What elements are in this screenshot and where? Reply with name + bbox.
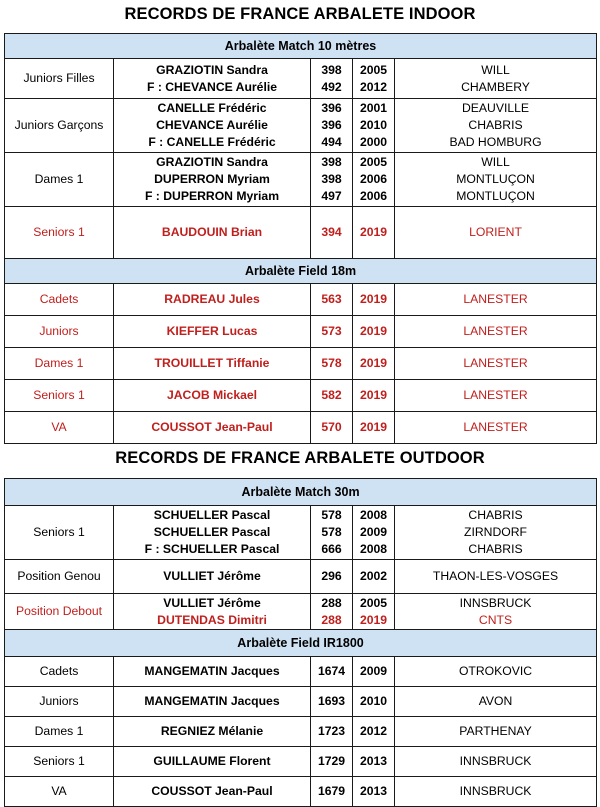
- category-cell: Juniors: [5, 316, 114, 348]
- place: CHABRIS: [468, 542, 523, 556]
- record-row: [5, 412, 597, 444]
- year: 2009: [359, 525, 388, 539]
- score-cell: [311, 284, 353, 316]
- category-cell: Seniors 1: [5, 506, 114, 560]
- record-row: [5, 777, 597, 807]
- place-cell: [395, 594, 597, 630]
- score: 288: [321, 595, 342, 610]
- athlete-name: COUSSOT Jean-Paul: [151, 420, 273, 434]
- athlete-name: COUSSOT Jean-Paul: [151, 784, 273, 798]
- place: CHABRIS: [468, 118, 523, 132]
- year-cell: [353, 506, 395, 560]
- category-cell: Position Debout: [5, 594, 114, 630]
- score-cell: [311, 412, 353, 444]
- place: MONTLUÇON: [456, 172, 535, 186]
- year: 2019: [359, 292, 388, 306]
- score: 497: [321, 189, 342, 203]
- place-cell: [395, 348, 597, 380]
- record-row: [5, 594, 597, 630]
- score: 398: [321, 155, 342, 169]
- record-row: [5, 747, 597, 777]
- athlete-name-cell: [114, 99, 311, 153]
- outdoor-records-table: [4, 478, 597, 807]
- place: LANESTER: [463, 356, 528, 370]
- place-cell: [395, 747, 597, 777]
- year-cell: [353, 153, 395, 207]
- year: 2002: [359, 569, 388, 583]
- year-cell: [353, 560, 395, 594]
- athlete-name: DUPERRON Myriam: [154, 172, 270, 186]
- place: CNTS: [478, 612, 513, 627]
- place: PARTHENAY: [459, 724, 532, 738]
- score-cell: [311, 316, 353, 348]
- score-cell: [311, 747, 353, 777]
- place: LANESTER: [463, 324, 528, 338]
- score-cell: [311, 153, 353, 207]
- athlete-name: SCHUELLER Pascal: [153, 508, 271, 522]
- place-cell: [395, 59, 597, 99]
- score: 1723: [317, 724, 346, 738]
- place-cell: [395, 506, 597, 560]
- athlete-name-cell: [114, 657, 311, 687]
- category-cell: Cadets: [5, 657, 114, 687]
- athlete-name-cell: [114, 348, 311, 380]
- score: 563: [321, 292, 342, 306]
- place: DEAUVILLE: [461, 101, 530, 115]
- year-cell: [353, 717, 395, 747]
- score-cell: [311, 594, 353, 630]
- score: 570: [321, 420, 342, 434]
- record-row: [5, 687, 597, 717]
- record-row: [5, 560, 597, 594]
- year-cell: [353, 99, 395, 153]
- category-cell: Dames 1: [5, 153, 114, 207]
- score-cell: [311, 380, 353, 412]
- score-cell: [311, 657, 353, 687]
- category-cell: Juniors Filles: [5, 59, 114, 99]
- year-cell: [353, 316, 395, 348]
- year: 2008: [359, 508, 388, 522]
- year: 2019: [359, 388, 388, 402]
- athlete-name: KIEFFER Lucas: [166, 324, 258, 338]
- outdoor-title: RECORDS DE FRANCE ARBALETE OUTDOOR: [115, 449, 485, 467]
- category-cell: Seniors 1: [5, 207, 114, 259]
- athlete-name: CHEVANCE Aurélie: [156, 118, 268, 132]
- athlete-name: GRAZIOTIN Sandra: [156, 62, 268, 77]
- category-cell: Seniors 1: [5, 747, 114, 777]
- year-cell: [353, 412, 395, 444]
- place: AVON: [478, 694, 513, 708]
- score: 578: [321, 356, 342, 370]
- place-cell: [395, 153, 597, 207]
- place: CHABRIS: [468, 508, 523, 522]
- athlete-name: F : CHEVANCE Aurélie: [146, 79, 277, 94]
- athlete-name-cell: [114, 380, 311, 412]
- year: 2019: [359, 612, 388, 627]
- place: LANESTER: [463, 388, 528, 402]
- place: INNSBRUCK: [459, 754, 532, 768]
- score: 296: [321, 569, 342, 583]
- athlete-name-cell: [114, 506, 311, 560]
- score: 398: [321, 62, 342, 77]
- athlete-name-cell: [114, 777, 311, 807]
- athlete-name-cell: [114, 560, 311, 594]
- score-cell: [311, 687, 353, 717]
- place-cell: [395, 316, 597, 348]
- athlete-name: REGNIEZ Mélanie: [160, 724, 264, 738]
- score-cell: [311, 99, 353, 153]
- year: 2005: [359, 62, 388, 77]
- year-cell: [353, 348, 395, 380]
- year: 2005: [359, 595, 388, 610]
- score: 398: [321, 172, 342, 186]
- category-cell: Position Genou: [5, 560, 114, 594]
- athlete-name-cell: [114, 153, 311, 207]
- year-cell: [353, 59, 395, 99]
- place: WILL: [481, 62, 510, 77]
- athlete-name: GRAZIOTIN Sandra: [156, 155, 268, 169]
- score-cell: [311, 560, 353, 594]
- place-cell: [395, 207, 597, 259]
- athlete-name: VULLIET Jérôme: [163, 569, 261, 583]
- category-cell: VA: [5, 777, 114, 807]
- athlete-name-cell: [114, 59, 311, 99]
- score: 666: [321, 542, 342, 556]
- athlete-name: JACOB Mickael: [166, 388, 258, 402]
- category-cell: Juniors Garçons: [5, 99, 114, 153]
- athlete-name: BAUDOUIN Brian: [161, 225, 263, 239]
- score-cell: [311, 717, 353, 747]
- place: INNSBRUCK: [459, 595, 532, 610]
- record-row: [5, 657, 597, 687]
- category-cell: Dames 1: [5, 717, 114, 747]
- place-cell: [395, 657, 597, 687]
- year: 2001: [359, 101, 388, 115]
- section-header: Arbalète Field 18m: [5, 259, 597, 284]
- score-cell: [311, 207, 353, 259]
- athlete-name-cell: [114, 412, 311, 444]
- athlete-name-cell: [114, 594, 311, 630]
- athlete-name: TROUILLET Tiffanie: [154, 356, 270, 370]
- place-cell: [395, 380, 597, 412]
- place: OTROKOVIC: [458, 664, 533, 678]
- record-row: [5, 506, 597, 560]
- athlete-name-cell: [114, 687, 311, 717]
- score-cell: [311, 348, 353, 380]
- category-cell: Cadets: [5, 284, 114, 316]
- athlete-name-cell: [114, 717, 311, 747]
- score-cell: [311, 506, 353, 560]
- year: 2013: [359, 754, 388, 768]
- place: CHAMBERY: [461, 79, 530, 94]
- score: 1693: [317, 694, 346, 708]
- category-cell: Juniors: [5, 687, 114, 717]
- athlete-name-cell: [114, 316, 311, 348]
- section-header: Arbalète Match 30m: [5, 479, 597, 506]
- year: 2019: [359, 225, 388, 239]
- year: 2009: [359, 664, 388, 678]
- score-cell: [311, 59, 353, 99]
- place-cell: [395, 717, 597, 747]
- year: 2012: [359, 79, 388, 94]
- record-row: [5, 99, 597, 153]
- athlete-name: GUILLAUME Florent: [153, 754, 271, 768]
- year: 2010: [359, 118, 388, 132]
- record-row: [5, 348, 597, 380]
- year: 2013: [359, 784, 388, 798]
- year: 2010: [359, 694, 388, 708]
- year-cell: [353, 594, 395, 630]
- record-row: [5, 59, 597, 99]
- athlete-name-cell: [114, 284, 311, 316]
- year-cell: [353, 657, 395, 687]
- score: 578: [321, 508, 342, 522]
- year: 2019: [359, 324, 388, 338]
- year: 2019: [359, 356, 388, 370]
- record-row: [5, 153, 597, 207]
- score: 396: [321, 118, 342, 132]
- place-cell: [395, 99, 597, 153]
- year-cell: [353, 380, 395, 412]
- place: THAON-LES-VOSGES: [432, 569, 559, 583]
- year: 2006: [359, 189, 388, 203]
- athlete-name: F : SCHUELLER Pascal: [144, 542, 280, 556]
- place-cell: [395, 560, 597, 594]
- athlete-name: F : CANELLE Frédéric: [148, 135, 276, 149]
- section-header: Arbalète Match 10 mètres: [5, 34, 597, 59]
- score: 492: [321, 79, 342, 94]
- score: 1674: [317, 664, 346, 678]
- place-cell: [395, 284, 597, 316]
- athlete-name: F : DUPERRON Myriam: [144, 189, 280, 203]
- athlete-name: VULLIET Jérôme: [163, 595, 261, 610]
- athlete-name: SCHUELLER Pascal: [153, 525, 271, 539]
- place: MONTLUÇON: [456, 189, 535, 203]
- year: 2019: [359, 420, 388, 434]
- athlete-name: CANELLE Frédéric: [157, 101, 267, 115]
- record-row: [5, 717, 597, 747]
- athlete-name: MANGEMATIN Jacques: [144, 664, 280, 678]
- place: LANESTER: [463, 292, 528, 306]
- record-row: [5, 316, 597, 348]
- athlete-name-cell: [114, 207, 311, 259]
- year-cell: [353, 687, 395, 717]
- year-cell: [353, 284, 395, 316]
- score: 573: [321, 324, 342, 338]
- year-cell: [353, 207, 395, 259]
- year-cell: [353, 747, 395, 777]
- score: 1679: [317, 784, 346, 798]
- year: 2006: [359, 172, 388, 186]
- score: 582: [321, 388, 342, 402]
- score-cell: [311, 777, 353, 807]
- score: 578: [321, 525, 342, 539]
- year-cell: [353, 777, 395, 807]
- athlete-name-cell: [114, 747, 311, 777]
- place: WILL: [481, 155, 510, 169]
- place: BAD HOMBURG: [449, 135, 542, 149]
- athlete-name: DUTENDAS Dimitri: [157, 612, 267, 627]
- category-cell: Seniors 1: [5, 380, 114, 412]
- year: 2005: [359, 155, 388, 169]
- score: 1729: [317, 754, 346, 768]
- record-row: [5, 284, 597, 316]
- indoor-title: RECORDS DE FRANCE ARBALETE INDOOR: [124, 5, 476, 23]
- year: 2008: [359, 542, 388, 556]
- section-header: Arbalète Field IR1800: [5, 630, 597, 657]
- score: 396: [321, 101, 342, 115]
- indoor-records-table: [4, 33, 597, 444]
- place-cell: [395, 777, 597, 807]
- athlete-name: RADREAU Jules: [164, 292, 260, 306]
- record-row: [5, 380, 597, 412]
- score: 394: [321, 225, 342, 239]
- place: LANESTER: [463, 420, 528, 434]
- place-cell: [395, 412, 597, 444]
- year: 2000: [359, 135, 388, 149]
- score: 494: [321, 135, 342, 149]
- score: 288: [321, 612, 342, 627]
- year: 2012: [359, 724, 388, 738]
- category-cell: Dames 1: [5, 348, 114, 380]
- athlete-name: MANGEMATIN Jacques: [144, 694, 280, 708]
- category-cell: VA: [5, 412, 114, 444]
- place: INNSBRUCK: [459, 784, 532, 798]
- place: ZIRNDORF: [464, 525, 527, 539]
- place: LORIENT: [469, 225, 522, 239]
- record-row: [5, 207, 597, 259]
- place-cell: [395, 687, 597, 717]
